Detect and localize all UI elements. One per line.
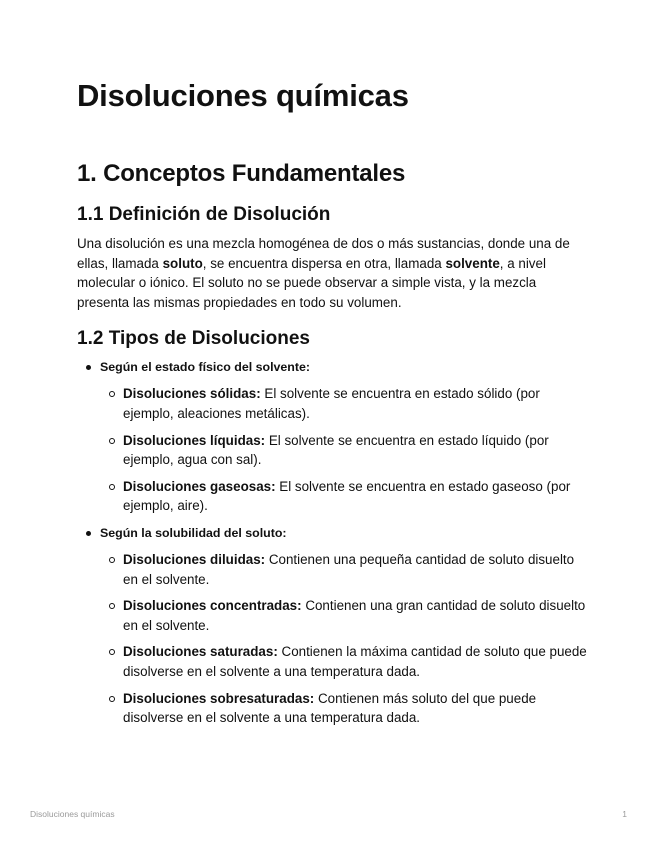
- list-item-solubilidad: [77, 524, 587, 728]
- item-term: Disoluciones sólidas:: [123, 386, 261, 402]
- item-desc: El solvente se encuentra en estado sólido (por ejemplo, aleaciones metálicas).: [123, 386, 540, 421]
- types-list: [77, 358, 587, 727]
- list-item: [100, 689, 587, 728]
- definition-text-b: , se encuentra dispersa en otra, llamada: [202, 255, 446, 271]
- item-term: Disoluciones sobresaturadas:: [123, 690, 315, 706]
- item-term: Disoluciones saturadas:: [123, 644, 278, 660]
- item-desc: Contienen una pequeña cantidad de soluto disuelto en el solvente.: [123, 551, 575, 587]
- list-item: [100, 596, 587, 635]
- list-item: [100, 477, 587, 516]
- subsection-heading-tipos: 1.2 Tipos de Disoluciones: [77, 328, 310, 350]
- item-term: Disoluciones diluidas:: [123, 551, 266, 567]
- list-item-estado-fisico: [77, 358, 587, 516]
- list-item: [100, 431, 587, 470]
- footer-page-number: 1: [622, 809, 627, 819]
- list-item: [100, 642, 587, 681]
- definition-text-c: , a nivel molecular o iónico. El soluto no se puede observar a simple vista, y la mezcla presenta las mismas propiedades en todo su volumen.: [77, 255, 546, 310]
- item-term: Disoluciones concentradas:: [123, 598, 302, 614]
- definition-term-solvente: solvente: [445, 255, 500, 271]
- item-desc: Contienen una gran cantidad de soluto disuelto en el solvente.: [123, 598, 586, 633]
- item-desc: El solvente se encuentra en estado gaseoso (por ejemplo, aire).: [123, 478, 571, 514]
- definition-term-soluto: soluto: [162, 255, 203, 271]
- sublist-estado-fisico: [100, 384, 587, 516]
- item-desc: Contienen la máxima cantidad de soluto que puede disolverse en el solvente a una temperatura dada.: [123, 644, 587, 679]
- item-term: Disoluciones líquidas:: [123, 432, 266, 448]
- group-label: Según la solubilidad del soluto:: [100, 525, 287, 540]
- subsection-heading-definicion: 1.1 Definición de Disolución: [77, 204, 331, 225]
- group-label: Según el estado físico del solvente:: [100, 360, 311, 375]
- item-term: Disoluciones gaseosas:: [123, 478, 276, 494]
- document-page: [77, 74, 587, 736]
- definition-text-a: Una disolución es una mezcla homogénea de dos o más sustancias, donde una de ellas, llamada: [77, 236, 570, 271]
- footer-document-name: Disoluciones químicas: [30, 809, 115, 819]
- section-heading-conceptos: 1. Conceptos Fundamentales: [77, 160, 406, 187]
- document-title: Disoluciones químicas: [77, 78, 409, 113]
- list-item: [100, 550, 587, 589]
- item-desc: El solvente se encuentra en estado líquido (por ejemplo, agua con sal).: [123, 432, 549, 468]
- item-desc: Contienen más soluto del que puede disolverse en el solvente a una temperatura dada.: [123, 690, 537, 726]
- sublist-solubilidad: [100, 550, 587, 728]
- list-item: [100, 384, 587, 423]
- definition-paragraph: [77, 234, 587, 312]
